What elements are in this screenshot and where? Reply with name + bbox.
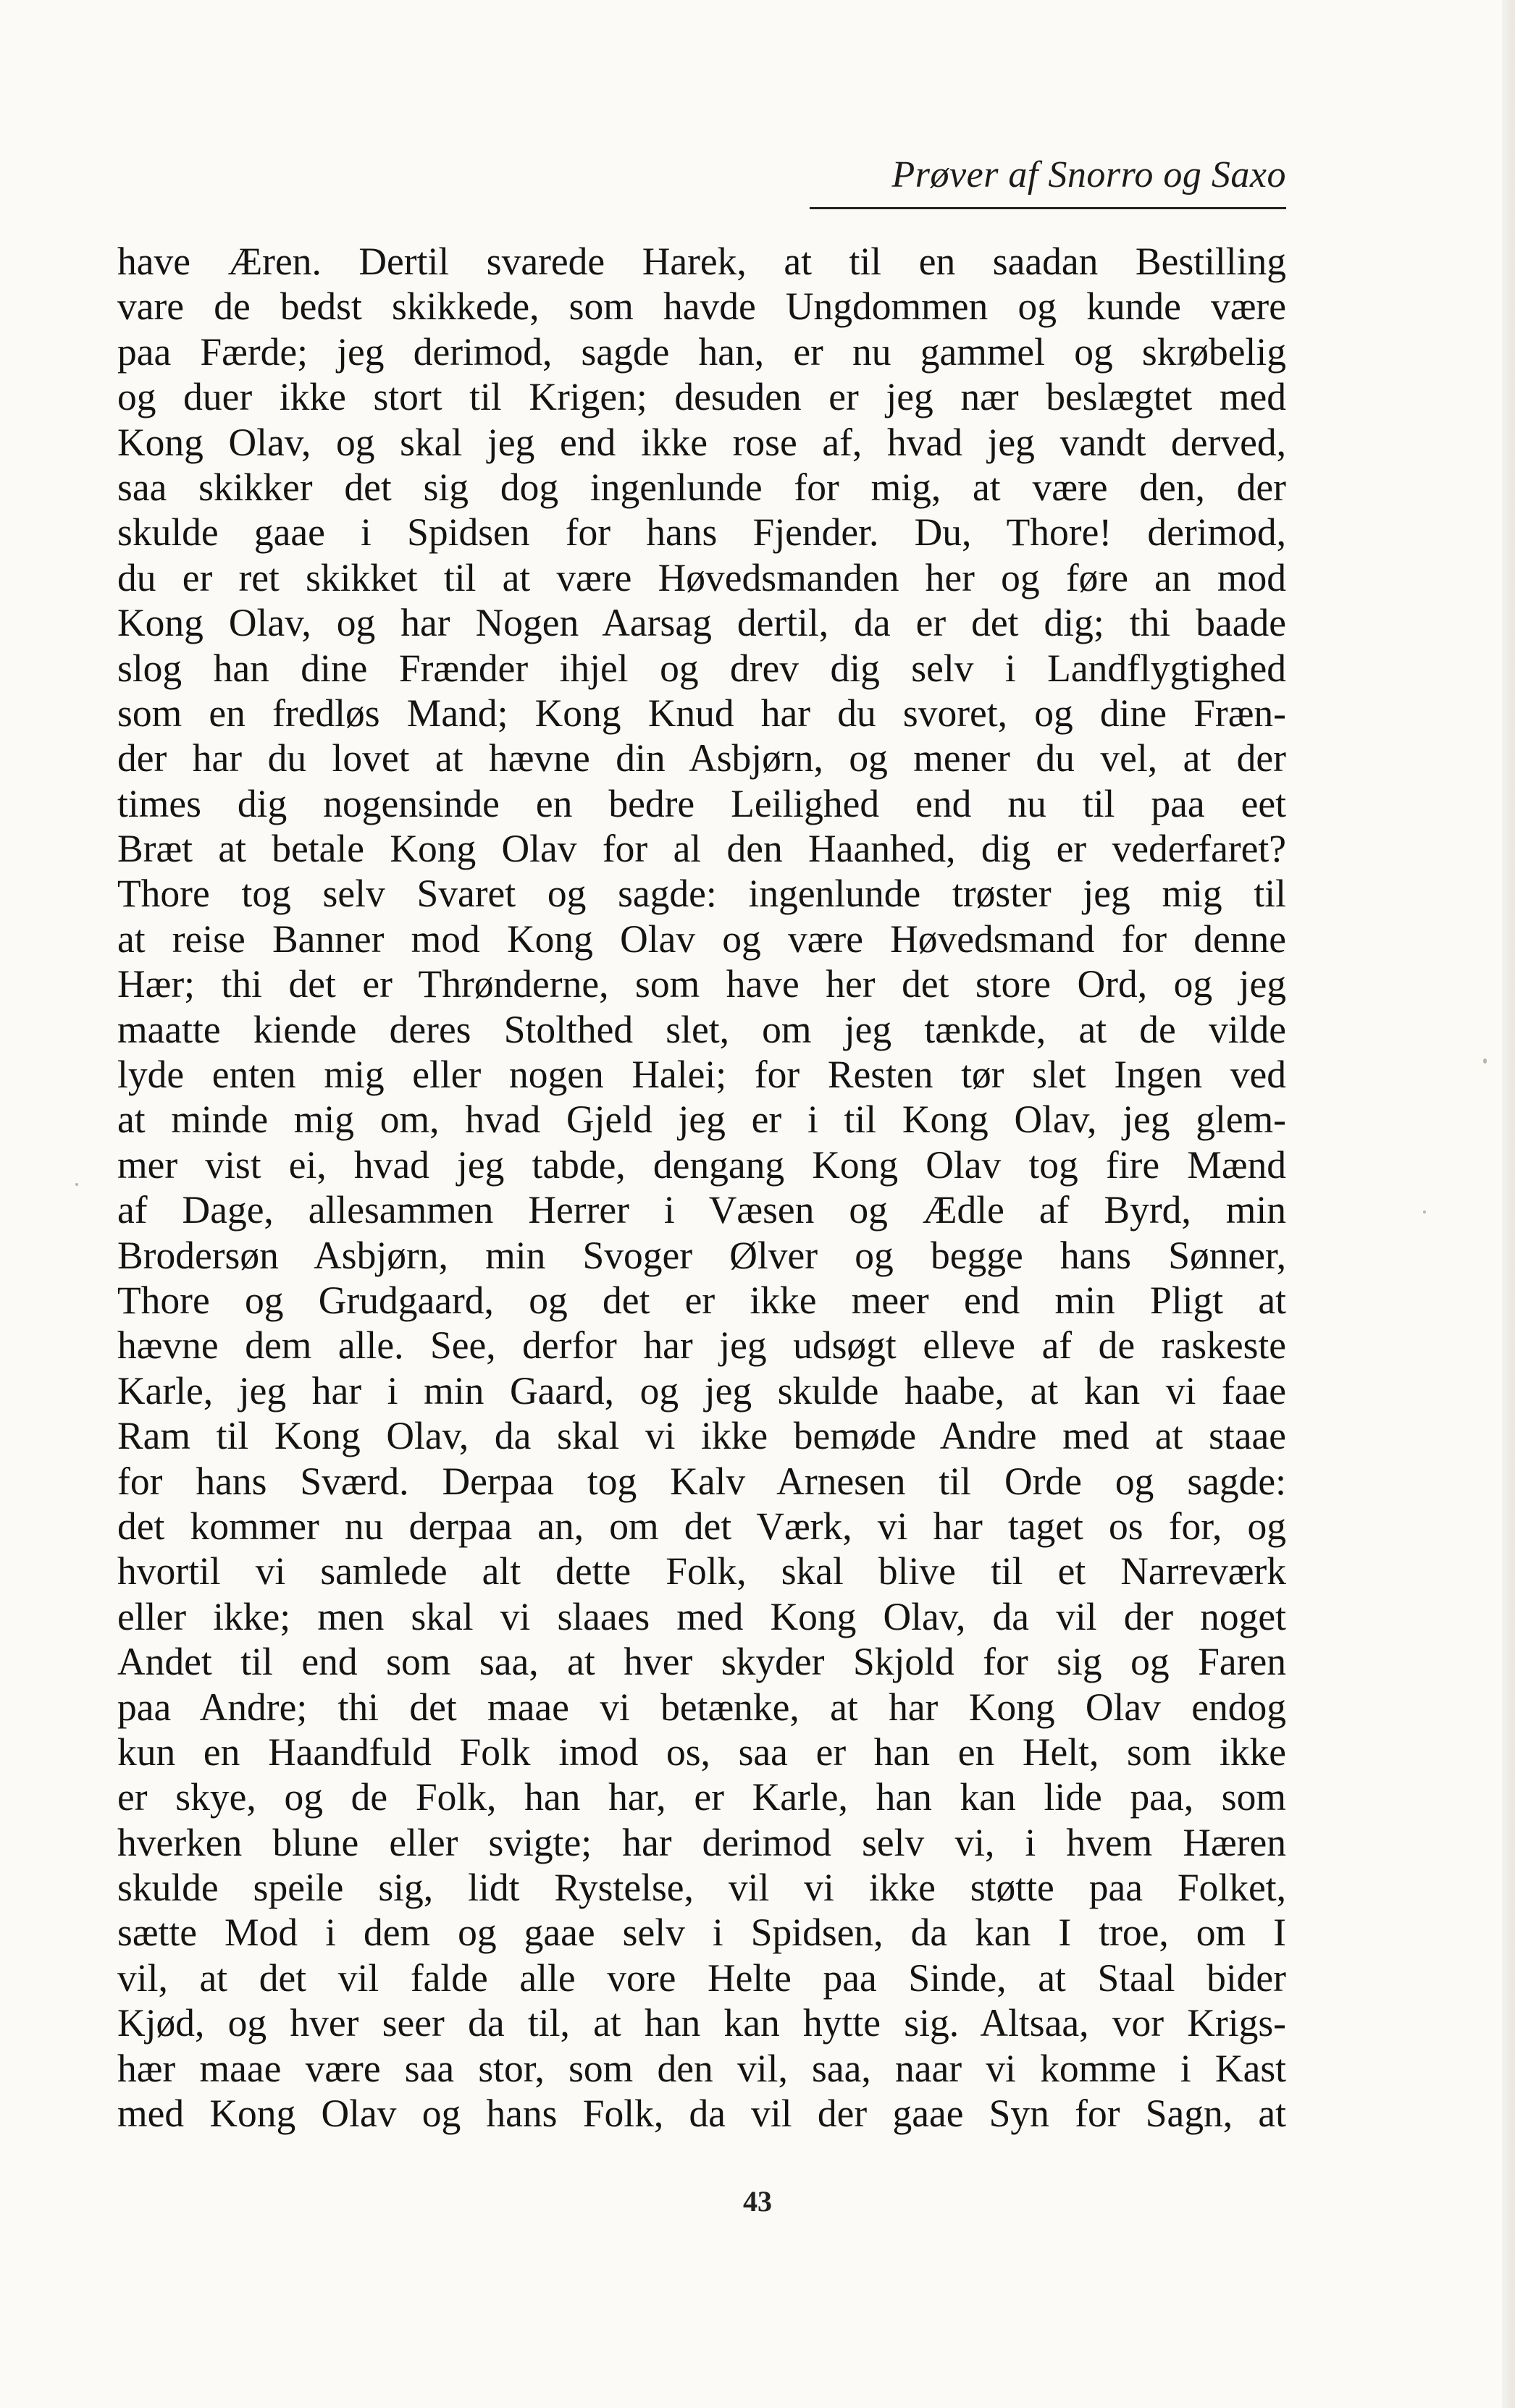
text-line: hær maae være saa stor, som den vil, saa, naar vi komme i Kast — [117, 2046, 1286, 2090]
text-line: Karle, jeg har i min Gaard, og jeg skulde haabe, at kan vi faae — [117, 1368, 1286, 1413]
text-line: for hans Sværd. Derpaa tog Kalv Arnesen til Orde og sagde: — [117, 1459, 1286, 1503]
body-text — [117, 239, 1286, 2136]
text-line: der har du lovet at hævne din Asbjørn, og mener du vel, at der — [117, 736, 1286, 780]
text-line: du er ret skikket til at være Høvedsmanden her og føre an mod — [117, 555, 1286, 599]
text-line: det kommer nu derpaa an, om det Værk, vi har taget os for, og — [117, 1504, 1286, 1548]
text-line: hvortil vi samlede alt dette Folk, skal blive til et Narreværk — [117, 1549, 1286, 1594]
text-line: at reise Banner mod Kong Olav og være Høvedsmand for denne — [117, 917, 1286, 961]
text-line: Thore og Grudgaard, og det er ikke meer end min Pligt at — [117, 1278, 1286, 1322]
text-line: Kong Olav, og skal jeg end ikke rose af, hvad jeg vandt derved, — [117, 420, 1286, 464]
text-line: skulde speile sig, lidt Rystelse, vil vi ikke støtte paa Folket, — [117, 1866, 1286, 1910]
text-line: paa Færde; jeg derimod, sagde han, er nu gammel og skrøbelig — [117, 329, 1286, 374]
text-line: maatte kiende deres Stolthed slet, om jeg tænkde, at de vilde — [117, 1007, 1286, 1051]
text-line: saa skikker det sig dog ingenlunde for mig, at være den, der — [117, 465, 1286, 509]
text-line: have Æren. Dertil svarede Harek, at til en saadan Bestilling — [117, 240, 1286, 283]
text-line: og duer ikke stort til Krigen; desuden er jeg nær beslægtet med — [117, 375, 1286, 419]
text-line: Thore tog selv Svaret og sagde: ingenlunde trøster jeg mig til — [117, 872, 1286, 916]
text-line: slog han dine Frænder ihjel og drev dig selv i Landflygtighed — [117, 646, 1286, 690]
text-line: Kjød, og hver seer da til, at han kan hytte sig. Altsaa, vor Krigs- — [117, 2001, 1286, 2045]
text-line: hverken blune eller svigte; har derimod selv vi, i hvem Hæren — [117, 1820, 1286, 1864]
text-line: mer vist ei, hvad jeg tabde, dengang Kong Olav tog fire Mænd — [117, 1142, 1286, 1187]
page-number: 43 — [743, 2185, 772, 2218]
text-line: som en fredløs Mand; Kong Knud har du svoret, og dine Fræn- — [117, 691, 1286, 735]
paper-speck — [1423, 1211, 1426, 1213]
text-line: lyde enten mig eller nogen Halei; for Resten tør slet Ingen ved — [117, 1053, 1286, 1097]
text-line: er skye, og de Folk, han har, er Karle, han kan lide paa, som — [117, 1775, 1286, 1819]
text-line: Bræt at betale Kong Olav for al den Haanhed, dig er vederfaret? — [117, 827, 1286, 871]
paper-speck — [1483, 1058, 1487, 1064]
text-line: hævne dem alle. See, derfor har jeg udsøgt elleve af de raskeste — [117, 1323, 1286, 1368]
text-line: med Kong Olav og hans Folk, da vil der gaae Syn for Sagn, at — [117, 2092, 1286, 2136]
text-line: at minde mig om, hvad Gjeld jeg er i til Kong Olav, jeg glem- — [117, 1098, 1286, 1142]
running-head: Prøver af Snorro og Saxo — [891, 154, 1286, 195]
text-line: vare de bedst skikkede, som havde Ungdommen og kunde være — [117, 285, 1286, 329]
text-line: Brodersøn Asbjørn, min Svoger Ølver og begge hans Sønner, — [117, 1233, 1286, 1277]
paper-speck — [75, 1183, 78, 1186]
text-line: kun en Haandfuld Folk imod os, saa er han en Helt, som ikke — [117, 1730, 1286, 1774]
text-line: sætte Mod i dem og gaae selv i Spidsen, da kan I troe, om I — [117, 1911, 1286, 1955]
text-line: skulde gaae i Spidsen for hans Fjender. Du, Thore! derimod, — [117, 510, 1286, 555]
page-edge-shadow — [1502, 0, 1515, 2408]
text-line: times dig nogensinde en bedre Leilighed end nu til paa eet — [117, 781, 1286, 825]
text-line: paa Andre; thi det maae vi betænke, at har Kong Olav endog — [117, 1685, 1286, 1729]
text-line: Hær; thi det er Thrønderne, som have her det store Ord, og jeg — [117, 962, 1286, 1006]
text-line: Andet til end som saa, at hver skyder Skjold for sig og Faren — [117, 1640, 1286, 1684]
text-line: eller ikke; men skal vi slaaes med Kong Olav, da vil der noget — [117, 1594, 1286, 1638]
text-line: Kong Olav, og har Nogen Aarsag dertil, da er det dig; thi baade — [117, 601, 1286, 645]
text-line: af Dage, allesammen Herrer i Væsen og Ædle af Byrd, min — [117, 1188, 1286, 1232]
header-rule — [810, 207, 1286, 209]
text-line: Ram til Kong Olav, da skal vi ikke bemøde Andre med at staae — [117, 1414, 1286, 1458]
text-line: vil, at det vil falde alle vore Helte paa Sinde, at Staal bider — [117, 1956, 1286, 2000]
